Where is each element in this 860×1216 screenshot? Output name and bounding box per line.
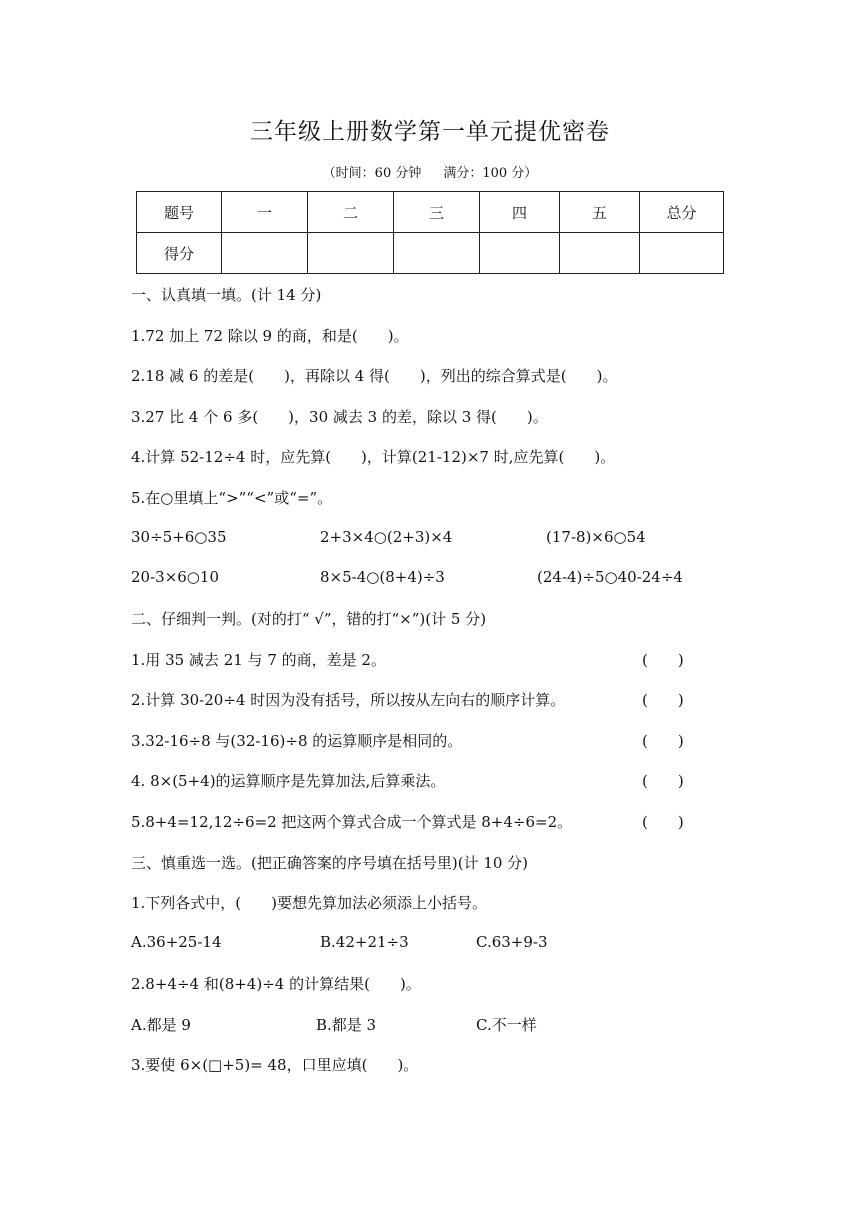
compare-expression: 20-3×6○10 [131,568,219,586]
page-title: 三年级上册数学第一单元提优密卷 [250,119,610,145]
exam-time: （时间：60 分钟 [322,166,422,181]
score-cell[interactable] [560,233,640,274]
compare-expression: (24-4)÷5○40-24÷4 [537,568,683,586]
compare-expression: (17-8)×6○54 [546,528,646,546]
choice-option: A.36+25-14 [131,933,222,951]
answer-parentheses[interactable]: ( ) [642,813,684,831]
score-cell[interactable] [222,233,308,274]
judge-item: 3.32-16÷8 与(32-16)÷8 的运算顺序是相同的。 [131,732,463,750]
score-table-score-row [137,233,724,274]
header-cell: 总分 [640,192,724,233]
question: 3.要使 6×(□+5)= 48，口里应填( )。 [131,1056,419,1074]
judge-item: 4. 8×(5+4)的运算顺序是先算加法,后算乘法。 [131,772,446,790]
header-cell: 题号 [137,192,222,233]
choice-option: C.63+9-3 [476,933,548,951]
score-table-header-row [137,192,724,233]
score-table [136,191,724,274]
question: 1.72 加上 72 除以 9 的商，和是( )。 [131,327,409,345]
answer-parentheses[interactable]: ( ) [642,651,684,669]
section2-heading: 二、仔细判一判。(对的打“ √”，错的打“×”)(计 5 分) [131,610,487,628]
compare-expression: 8×5-4○(8+4)÷3 [320,568,445,586]
question: 3.27 比 4 个 6 多( )，30 减去 3 的差，除以 3 得( )。 [131,408,548,426]
header-cell: 四 [480,192,560,233]
score-cell[interactable] [640,233,724,274]
choice-option: B.都是 3 [316,1016,377,1034]
section1-heading: 一、认真填一填。(计 14 分) [131,286,322,304]
judge-item: 2.计算 30-20÷4 时因为没有括号，所以按从左向右的顺序计算。 [131,691,566,709]
exam-info [0,162,860,181]
question: 4.计算 52-12÷4 时，应先算( )，计算(21-12)×7 时,应先算( )。 [131,448,616,466]
judge-item: 5.8+4=12,12÷6=2 把这两个算式合成一个算式是 8+4÷6=2。 [131,813,573,831]
answer-parentheses[interactable]: ( ) [642,691,684,709]
header-cell: 五 [560,192,640,233]
answer-parentheses[interactable]: ( ) [642,732,684,750]
compare-expression: 30÷5+6○35 [131,528,227,546]
compare-expression: 2+3×4○(2+3)×4 [320,528,453,546]
question: 2.8+4÷4 和(8+4)÷4 的计算结果( )。 [131,975,421,993]
question: 1.下列各式中，( )要想先算加法必须添上小括号。 [131,894,488,912]
judge-item: 1.用 35 减去 21 与 7 的商，差是 2。 [131,651,386,669]
choice-option: B.42+21÷3 [320,933,409,951]
score-cell[interactable] [480,233,560,274]
header-cell: 一 [222,192,308,233]
score-cell[interactable] [394,233,480,274]
row-label: 得分 [137,233,222,274]
exam-full-score: 满分：100 分） [443,166,538,181]
choice-option: A.都是 9 [131,1016,191,1034]
header-cell: 三 [394,192,480,233]
section3-heading: 三、慎重选一选。(把正确答案的序号填在括号里)(计 10 分) [131,854,529,872]
answer-parentheses[interactable]: ( ) [642,772,684,790]
question: 2.18 减 6 的差是( )，再除以 4 得( )，列出的综合算式是( )。 [131,367,618,385]
question: 5.在○里填上“>”“<”或“=”。 [131,489,333,507]
header-cell: 二 [308,192,394,233]
score-cell[interactable] [308,233,394,274]
choice-option: C.不一样 [476,1016,537,1034]
